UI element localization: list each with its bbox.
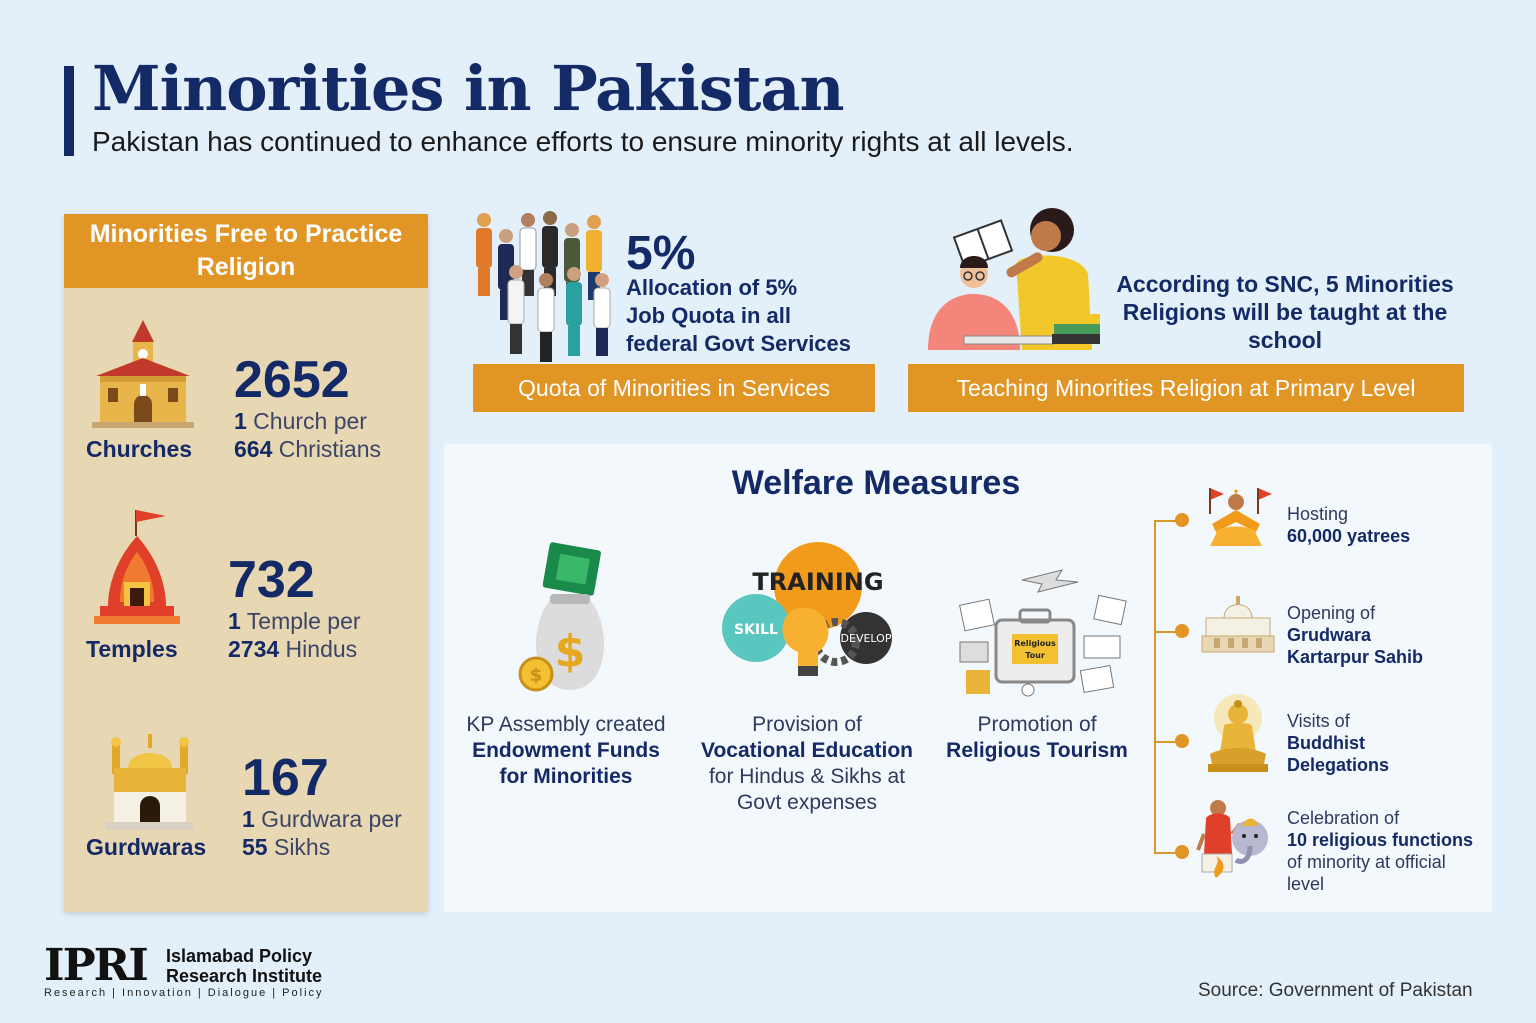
tourism-pre: Promotion of [977,713,1097,736]
kartarpur-pre: Opening of [1287,603,1376,623]
kartarpur-bold-1: Grudwara [1287,625,1372,645]
svg-text:$: $ [554,626,586,677]
quota-line-3: federal Govt Services [626,331,852,356]
sikhs-number: 55 [242,834,268,860]
quota-line-1: Allocation of 5% [626,275,798,300]
gurdwaras-count: 167 [242,749,329,807]
buddhist-pre: Visits of [1287,711,1350,731]
temples-ratio [228,608,361,635]
develop-word: DEVELOP [840,632,892,645]
gurdwaras-ratio-number: 1 [242,806,255,832]
gurdwaras-ratio [242,806,402,833]
quota-label: Quota of Minorities in Services [473,364,875,412]
yatree-pilgrim-icon [1200,484,1272,550]
money-bag-icon [514,540,624,696]
ipri-logo: IPRI [44,940,147,991]
buddha-icon [1204,692,1272,774]
suitcase-word-1: Religious [1014,639,1056,648]
welfare-measures-panel [444,444,1492,912]
gurdwaras-ratio-text: Gurdwara per [254,806,402,832]
gurdwaras-label: Gurdwaras [86,834,207,860]
buddhist-bold-1: Buddhist [1287,733,1365,753]
timeline-item-functions [1287,807,1487,895]
temples-count: 732 [228,551,315,609]
timeline-dot [1175,624,1189,638]
churches-label: Churches [86,436,193,462]
churches-ratio [234,408,367,435]
gurdwaras-population [242,834,330,861]
vocational-bold: Vocational Education [701,739,913,762]
timeline-dot [1175,734,1189,748]
christians-text: Christians [272,436,382,462]
ipri-org-line-2: Research Institute [166,966,323,986]
hindus-number: 2734 [228,636,280,662]
kartarpur-bold-2: Kartarpur Sahib [1287,647,1424,667]
snc-teaching-text: According to SNC, 5 Minorities Religions will be taught at the school [1116,271,1454,353]
timeline-item-buddhist [1287,710,1389,776]
religious-tourism-icon [952,562,1132,702]
vocational-post-2: Govt expenses [736,791,878,814]
timeline-item-yatrees [1287,503,1410,547]
suitcase-word-2: Tour [1025,651,1045,660]
page-subtitle: Pakistan has continued to enhance efforts to ensure minority rights at all levels. [92,126,1074,157]
endowment-pre: KP Assembly created [466,713,666,736]
temples-ratio-text: Temple per [240,608,361,634]
teaching-label: Teaching Minorities Religion at Primary Level [908,364,1464,412]
hindus-text: Hindus [279,636,358,662]
religion-panel-heading: Minorities Free to Practice Religion [64,214,428,288]
church-icon [88,318,198,430]
welfare-title: Welfare Measures [731,464,1021,502]
title-accent-bar [64,66,74,156]
churches-ratio-number: 1 [234,408,247,434]
temples-ratio-number: 1 [228,608,241,634]
vocational-caption [682,712,932,816]
quota-line-2: Job Quota in all [626,303,792,328]
churches-population [234,436,381,463]
religious-festival-icon [1196,794,1276,878]
timeline-item-kartarpur [1287,602,1423,668]
endowment-bold-1: Endowment Funds [472,739,660,762]
source-note: Source: Government of Pakistan [1198,980,1473,1001]
training-icon [718,542,898,684]
training-word: TRAINING [752,568,884,596]
functions-pre: Celebration of [1287,808,1400,828]
functions-bold: 10 religious functions [1287,830,1474,850]
workforce-people-icon [470,208,620,364]
skill-word: SKILL [734,622,778,638]
vocational-pre: Provision of [752,713,862,736]
temples-label: Temples [86,636,178,662]
endowment-bold-2: for Minorities [499,765,633,788]
christians-number: 664 [234,436,273,462]
timeline-line [1154,520,1156,852]
timeline-dot [1175,845,1189,859]
teacher-student-icon [924,204,1104,356]
tourism-bold: Religious Tourism [946,739,1128,762]
tourism-caption [926,712,1148,764]
vocational-post-1: for Hindus & Sikhs at [708,765,906,788]
temples-population [228,636,357,663]
timeline-dot [1175,513,1189,527]
kartarpur-gurdwara-icon [1200,594,1276,656]
temple-icon [94,506,180,634]
quota-description [626,274,851,358]
ipri-tagline: Research | Innovation | Dialogue | Policy [44,987,324,999]
ipri-org-line-1: Islamabad Policy [166,946,313,966]
gurdwara-icon [106,724,194,832]
ipri-org-name [166,946,322,986]
yatrees-pre: Hosting [1287,504,1349,524]
functions-post-2: level [1287,874,1325,894]
churches-ratio-text: Church per [246,408,367,434]
buddhist-bold-2: Delegations [1287,755,1390,775]
churches-count: 2652 [234,351,350,409]
religion-practice-panel [64,214,428,912]
svg-text:$: $ [529,665,543,686]
endowment-caption [444,712,688,790]
functions-post-1: of minority at official [1287,852,1446,872]
quota-percent: 5% [626,227,696,280]
page-title: Minorities in Pakistan [92,52,844,125]
sikhs-text: Sikhs [267,834,331,860]
yatrees-bold: 60,000 yatrees [1287,526,1411,546]
